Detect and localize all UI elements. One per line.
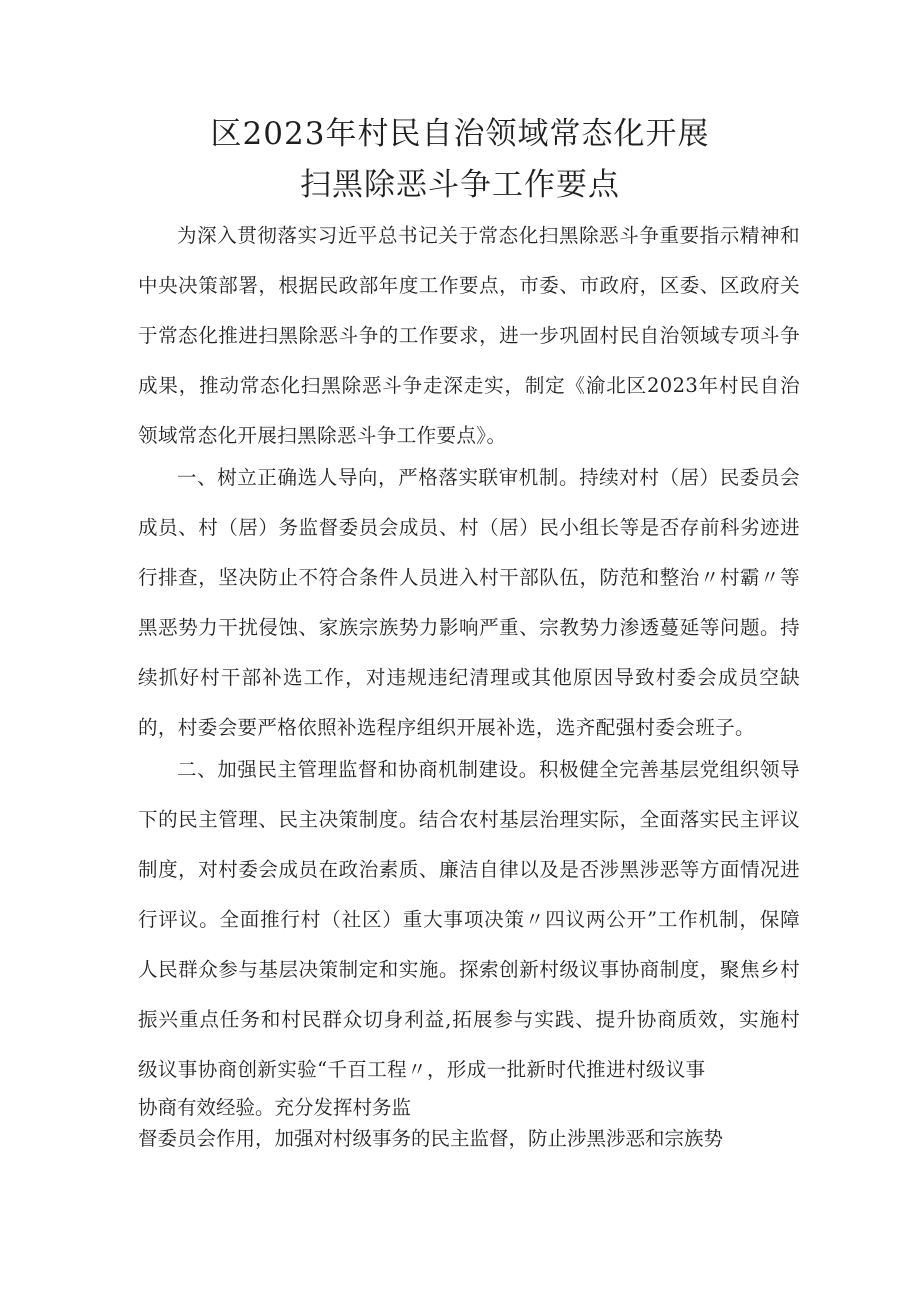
paragraph-continuation-line-2: 督委员会作用，加强对村级事务的民主监督，防止涉黑涉恶和宗族势	[138, 1127, 724, 1150]
paragraph-section-one: 一、树立正确选人导向，严格落实联审机制。持续对村（居）民委员会成员、村（居）务监督委员会成员、村（居）民小组长等是否存前科劣迹进行排查，坚决防止不符合条件人员进入村干部队伍，防范和整治〃村霸〃等黑恶势力干扰侵蚀、家族宗族势力影响严重、宗教势力渗透蔓延等问题。持续抓好村干部补选工作，对违规违纪清理或其他原因导致村委会成员空缺的，村委会要严格依照补选程序组织开展补选，选齐配强村委会班子。	[138, 466, 800, 739]
paragraph-continuation-line-1: 协商有效经验。充分发挥村务监	[138, 1096, 412, 1119]
document-title-line-2: 扫黑除恶斗争工作要点	[300, 167, 620, 203]
document-title-line-1: 区2023年村民自治领域常态化开展	[210, 116, 710, 152]
paragraph-intro: 为深入贯彻落实习近平总书记关于常态化扫黑除恶斗争重要指示精神和中央决策部署，根据民政部年度工作要点，市委、市政府，区委、区政府关于常态化推进扫黑除恶斗争的工作要求，进一步巩固村民自治领域专项斗争成果，推动常态化扫黑除恶斗争走深走实，制定《渝北区2023年村民自治领域常态化开展扫黑除恶斗争工作要点》。	[138, 224, 800, 447]
paragraph-section-two: 二、加强民主管理监督和协商机制建设。积极健全完善基层党组织领导下的民主管理、民主决策制度。结合农村基层治理实际，全面落实民主评议制度，对村委会成员在政治素质、廉洁自律以及是否涉黑涉恶等方面情况进行评议。全面推行村（社区）重大事项决策〃四议两公开”工作机制，保障人民群众参与基层决策制定和实施。探索创新村级议事协商制度，聚焦乡村振兴重点任务和村民群众切身利益,拓展参与实践、提升协商质效，实施村级议事协商创新实验“千百工程〃，形成一批新时代推进村级议事	[138, 758, 800, 1081]
